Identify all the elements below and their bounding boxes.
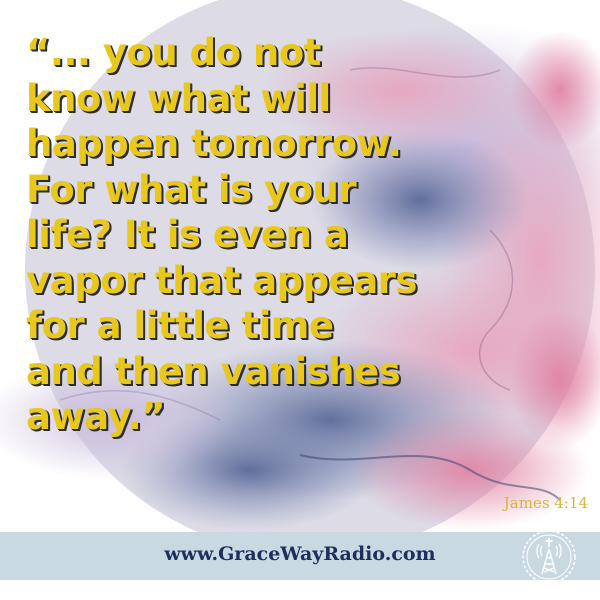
quote-line: know what will	[26, 76, 331, 120]
quote-line: and then vanishes	[26, 349, 401, 393]
scripture-quote	[26, 30, 586, 440]
radio-tower-cross-icon	[520, 528, 578, 586]
quote-line: For what is your	[26, 167, 357, 211]
scripture-reference: James 4:14	[503, 494, 588, 512]
quote-line: life? It is even a	[26, 213, 349, 256]
quote-line: for a little time	[26, 304, 334, 347]
website-url[interactable]: www.GraceWayRadio.com	[164, 543, 436, 565]
quote-line: “... you do not	[26, 31, 321, 74]
quote-line: away.”	[26, 395, 166, 438]
quote-line: happen tomorrow.	[26, 122, 402, 165]
quote-line: vapor that appears	[26, 258, 417, 302]
